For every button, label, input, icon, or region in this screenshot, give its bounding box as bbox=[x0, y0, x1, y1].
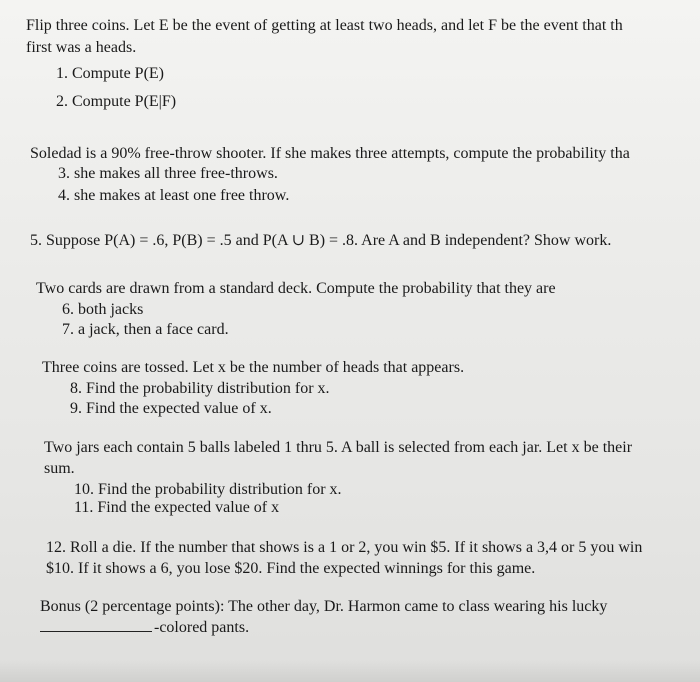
question-8: 8. Find the probability distribution for x. bbox=[70, 380, 330, 397]
question-9: 9. Find the expected value of x. bbox=[70, 400, 272, 417]
bonus-question-cont-text: -colored pants. bbox=[154, 619, 250, 636]
question-3: 3. she makes all three free-throws. bbox=[58, 165, 278, 182]
answer-blank[interactable] bbox=[40, 631, 152, 632]
question-12: 12. Roll a die. If the number that shows is a 1 or 2, you win $5. If it shows a 3,4 or 5 you win bbox=[46, 539, 643, 556]
question-2: 2. Compute P(E|F) bbox=[56, 93, 177, 110]
question-coins-intro: Flip three coins. Let E be the event of getting at least two heads, and let F be the event that th bbox=[26, 17, 623, 34]
question-coins-intro-cont: first was a heads. bbox=[26, 39, 137, 56]
question-jars-intro: Two jars each contain 5 balls labeled 1 thru 5. A ball is selected from each jar. Let x be their bbox=[44, 439, 633, 456]
question-11: 11. Find the expected value of x bbox=[74, 499, 280, 516]
question-4: 4. she makes at least one free throw. bbox=[58, 187, 290, 204]
bonus-question: Bonus (2 percentage points): The other day, Dr. Harmon came to class wearing his lucky bbox=[40, 598, 608, 615]
question-cards-intro: Two cards are drawn from a standard deck. Compute the probability that they are bbox=[36, 280, 556, 297]
question-jars-intro-cont: sum. bbox=[44, 460, 75, 477]
question-soledad-intro: Soledad is a 90% free-throw shooter. If she makes three attempts, compute the probability tha bbox=[30, 145, 630, 162]
question-1: 1. Compute P(E) bbox=[56, 65, 164, 82]
question-7: 7. a jack, then a face card. bbox=[62, 321, 229, 338]
question-12-cont: $10. If it shows a 6, you lose $20. Find the expected winnings for this game. bbox=[46, 560, 536, 577]
question-tossed-intro: Three coins are tossed. Let x be the number of heads that appears. bbox=[42, 359, 465, 376]
page-shadow bbox=[0, 660, 700, 682]
question-6: 6. both jacks bbox=[62, 301, 144, 318]
question-5: 5. Suppose P(A) = .6, P(B) = .5 and P(A ∪ B) = .8. Are A and B independent? Show work. bbox=[30, 232, 612, 249]
bonus-question-cont bbox=[40, 619, 249, 637]
question-10: 10. Find the probability distribution for x. bbox=[74, 481, 342, 498]
